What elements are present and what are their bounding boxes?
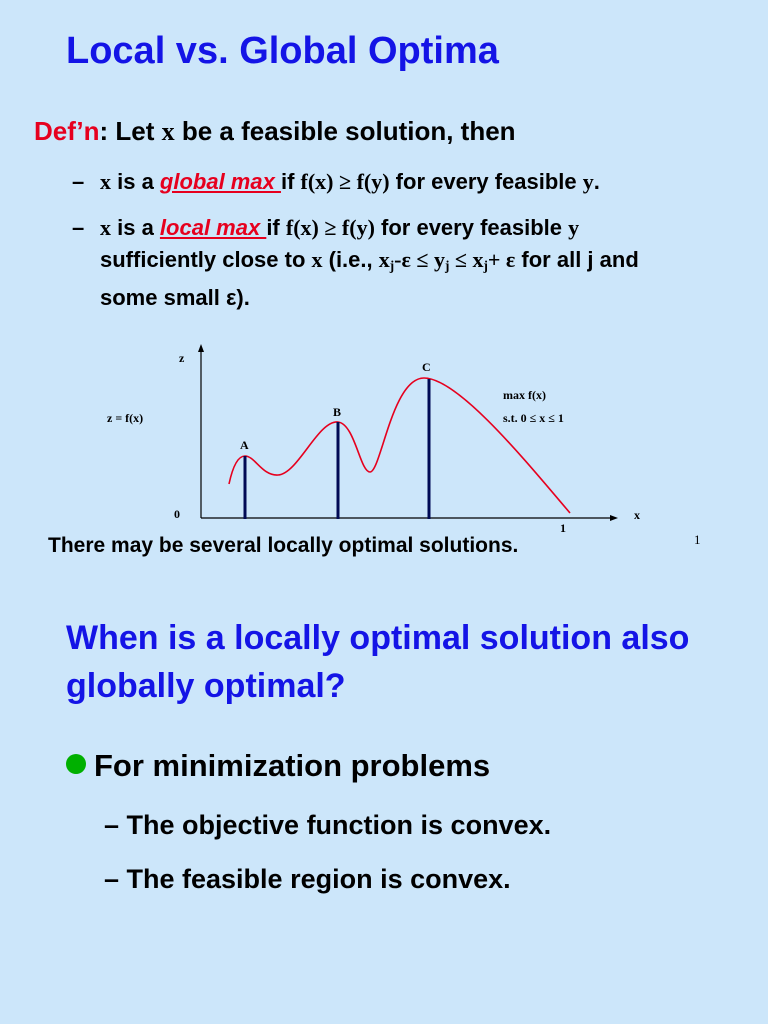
text: ≤ — [449, 247, 473, 272]
subscript-j: j — [389, 258, 395, 273]
var-x: x — [472, 247, 484, 272]
upper-bound-label: 1 — [560, 521, 566, 535]
origin-label: 0 — [174, 507, 180, 521]
text: (i.e., — [322, 247, 379, 272]
text: for every feasible — [374, 215, 569, 240]
text: + ε — [487, 247, 516, 272]
problem-constraint: s.t. 0 ≤ x ≤ 1 — [503, 411, 564, 425]
defn-let: Let — [108, 116, 162, 146]
text: sufficiently close to — [100, 247, 312, 272]
text: for all j and — [515, 247, 639, 272]
point-c-label: C — [422, 360, 431, 374]
condition: f(x) ≥ f(y) — [285, 215, 375, 240]
var-y: y — [433, 247, 445, 272]
problem-objective: max f(x) — [503, 388, 546, 402]
subscript-j: j — [483, 258, 488, 273]
var-x: x — [311, 247, 323, 272]
function-label: z = f(x) — [107, 411, 144, 425]
var-x: x — [378, 247, 390, 272]
var-x: x — [100, 215, 111, 240]
point-a-label: A — [240, 438, 249, 452]
slide-title: Local vs. Global Optima — [66, 30, 499, 72]
bullet-dash: – — [72, 169, 85, 194]
z-axis-arrow-icon — [198, 344, 204, 352]
text: is a — [111, 215, 160, 240]
defn-rest: be a feasible solution, then — [174, 116, 516, 146]
bullet-dash: – — [72, 215, 85, 240]
text: . — [593, 169, 600, 194]
var-y: y — [568, 215, 580, 240]
minimization-heading: For minimization problems — [94, 748, 491, 783]
text: if — [280, 169, 301, 194]
local-max-term: local max — [159, 215, 267, 240]
z-axis-label: z — [179, 351, 185, 365]
var-x: x — [100, 169, 111, 194]
bullet-dot-icon — [66, 754, 86, 774]
text: if — [266, 215, 286, 240]
local-max-line-3: some small ε). — [100, 285, 250, 310]
var-y: y — [582, 169, 594, 194]
minimization-bullet — [66, 748, 490, 784]
text: is a — [111, 169, 160, 194]
defn-term: Def’n — [34, 116, 100, 146]
diagram-caption: There may be several locally optimal solutions. — [48, 534, 519, 557]
subscript-j: j — [444, 258, 450, 273]
defn-x: x — [161, 117, 175, 146]
page-number: 1 — [694, 532, 701, 547]
condition: f(x) ≥ f(y) — [300, 169, 390, 194]
condition-region-convex: – The feasible region is convex. — [104, 864, 511, 894]
x-axis-arrow-icon — [610, 515, 618, 521]
text: -ε ≤ — [394, 247, 434, 272]
x-axis-label: x — [634, 508, 640, 522]
text: for every feasible — [389, 169, 583, 194]
point-b-label: B — [333, 405, 342, 419]
condition-objective-convex: – The objective function is convex. — [104, 810, 552, 840]
defn-colon: : — [99, 116, 109, 146]
question-heading: When is a locally optimal solution also globally optimal? — [66, 619, 690, 705]
global-max-term: global max — [159, 169, 281, 194]
